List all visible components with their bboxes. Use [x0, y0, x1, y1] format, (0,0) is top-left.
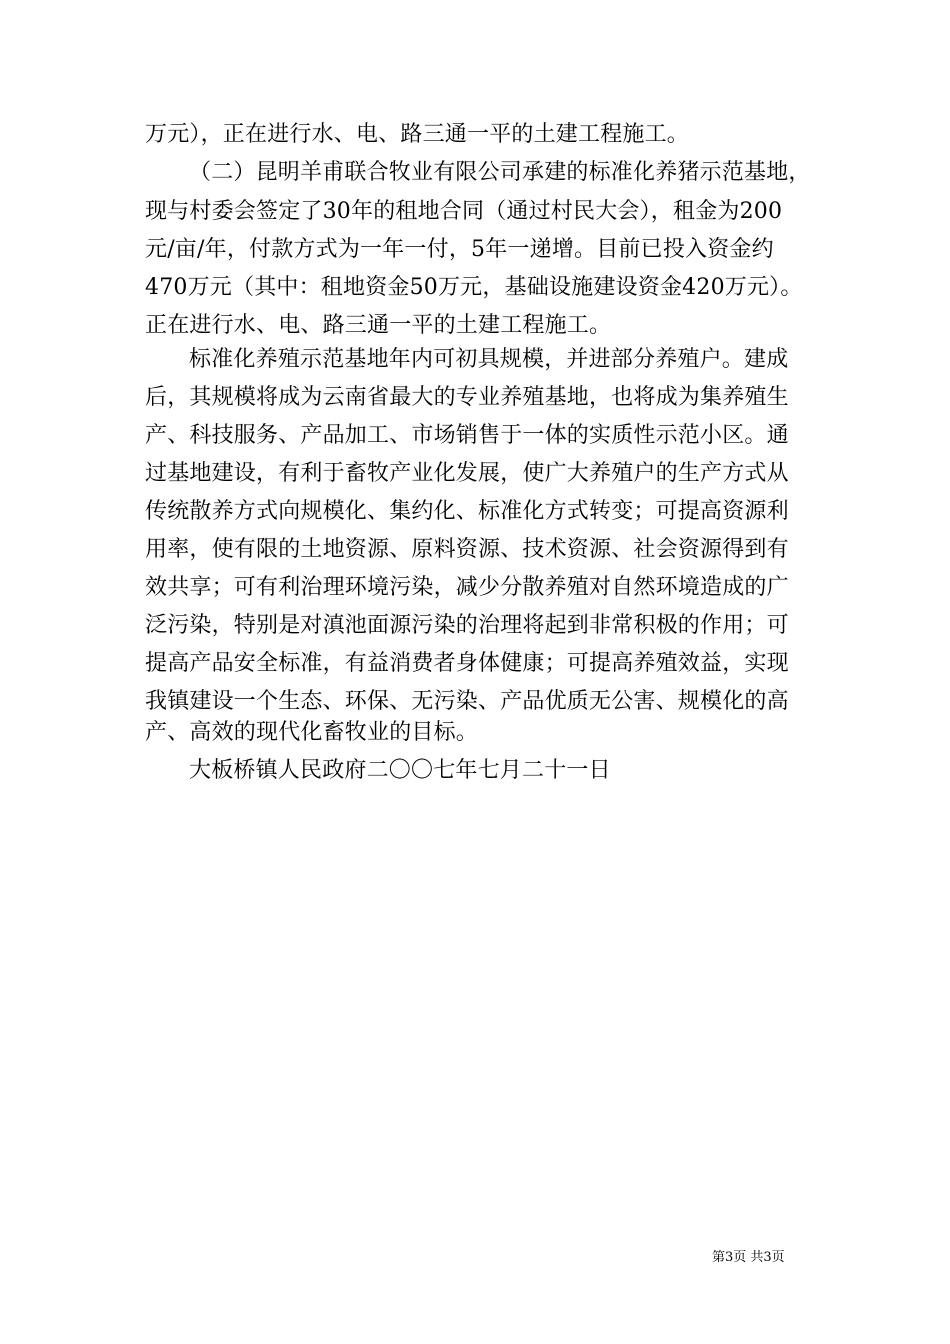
- text-line-17: 产、高效的现代化畜牧业的目标。: [145, 720, 479, 745]
- text-line-5: 470万元（其中：租地资金50万元，基础设施建设资金420万元）。: [145, 275, 803, 300]
- text-line-2: （二）昆明羊甫联合牧业有限公司承建的标准化养猪示范基地，: [189, 160, 811, 185]
- text-line-11: 传统散养方式向规模化、集约化、标准化方式转变；可提高资源利: [145, 499, 789, 524]
- text-line-10: 过基地建设，有利于畜牧产业化发展，使广大养殖户的生产方式从: [145, 461, 789, 486]
- text-line-16: 我镇建设一个生态、环保、无污染、产品优质无公害、规模化的高: [145, 689, 789, 714]
- page-number-footer: 第3页 共3页: [712, 1250, 785, 1265]
- text-line-4: 元/亩/年，付款方式为一年一付，5年一递增。目前已投入资金约: [145, 237, 774, 262]
- text-line-9: 产、科技服务、产品加工、市场销售于一体的实质性示范小区。通: [145, 423, 789, 448]
- text-line-13: 效共享；可有利治理环境污染，减少分散养殖对自然环境造成的广: [145, 575, 789, 600]
- text-line-14: 泛污染，特别是对滇池面源污染的治理将起到非常积极的作用；可: [145, 613, 789, 638]
- text-line-6: 正在进行水、电、路三通一平的土建工程施工。: [145, 313, 612, 338]
- text-line-1: 万元），正在进行水、电、路三通一平的土建工程施工。: [145, 122, 690, 147]
- signature-line: 大板桥镇人民政府二〇〇七年七月二十一日: [189, 758, 611, 783]
- text-line-3: 现与村委会签定了30年的租地合同（通过村民大会），租金为200: [145, 199, 783, 224]
- text-line-15: 提高产品安全标准，有益消费者身体健康；可提高养殖效益，实现: [145, 651, 789, 676]
- text-line-7: 标准化养殖示范基地年内可初具规模，并进部分养殖户。建成: [189, 347, 789, 372]
- text-line-12: 用率，使有限的土地资源、原料资源、技术资源、社会资源得到有: [145, 537, 789, 562]
- text-line-8: 后，其规模将成为云南省最大的专业养殖基地，也将成为集养殖生: [145, 385, 789, 410]
